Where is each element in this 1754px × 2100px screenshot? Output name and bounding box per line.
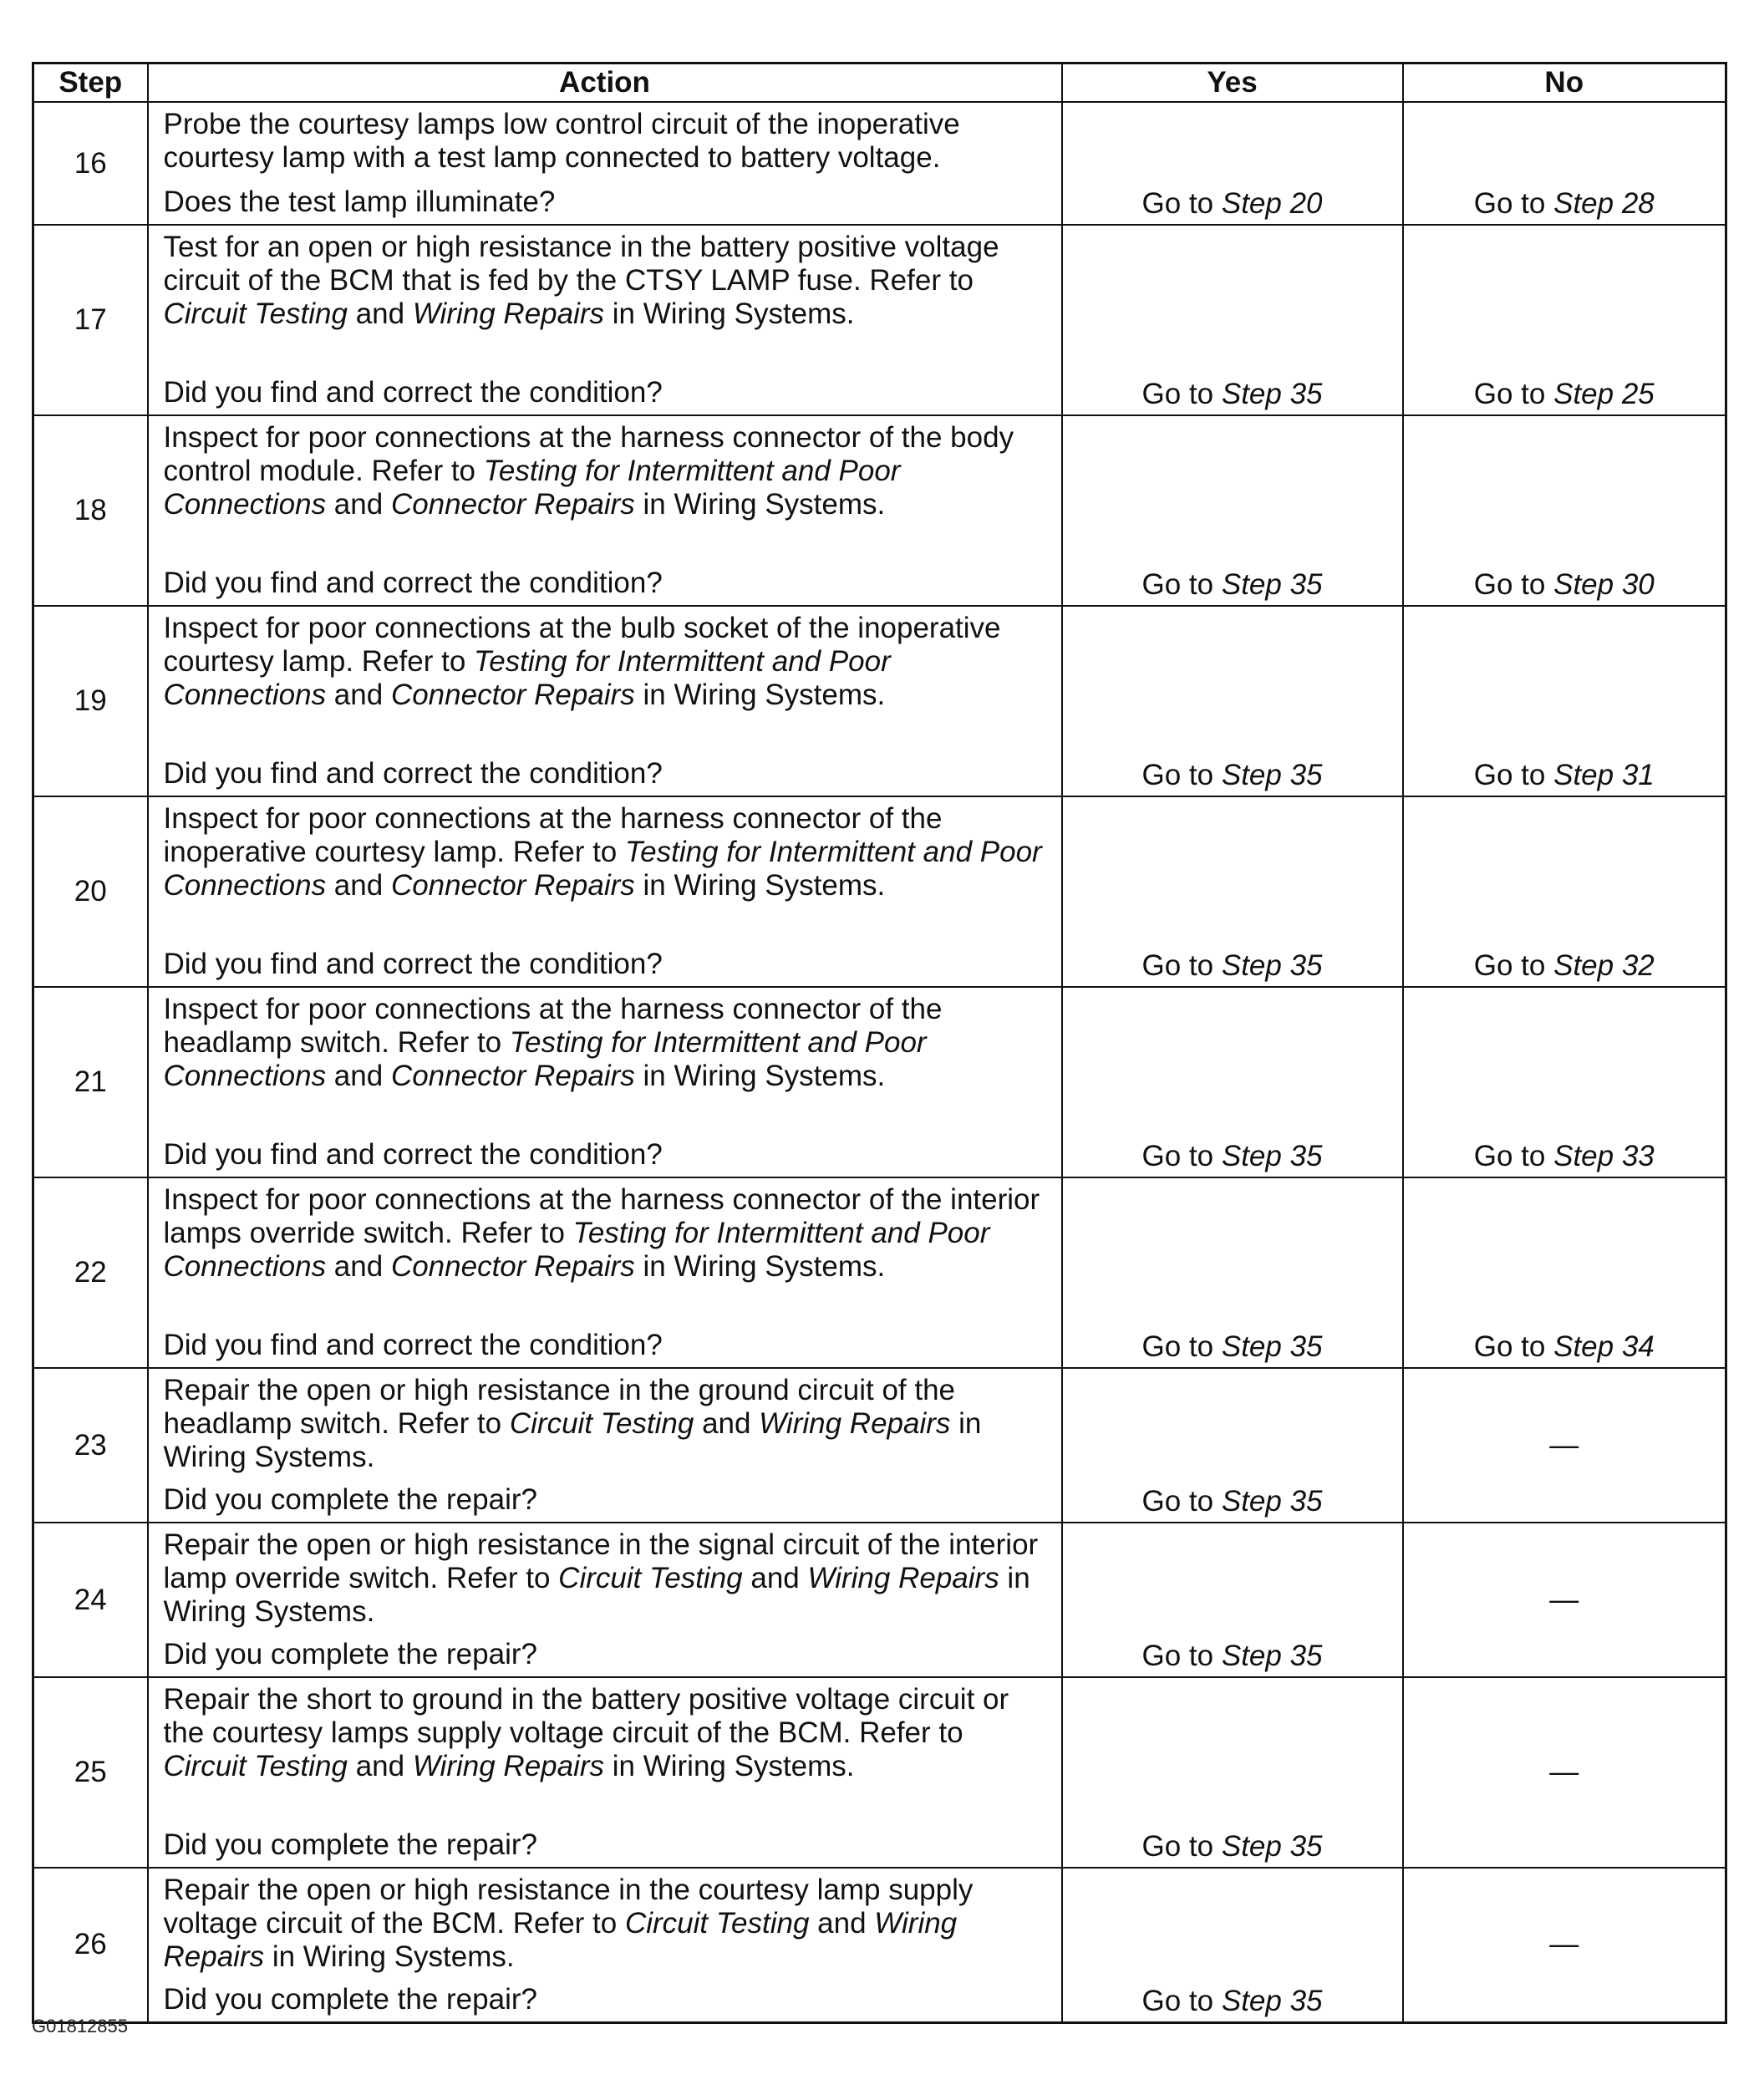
goto-step-ref: Step 32 — [1553, 949, 1655, 982]
step-number: 24 — [33, 1523, 148, 1677]
table-row — [33, 1523, 1726, 1677]
reference-link-text: Circuit Testing — [509, 1407, 694, 1440]
instruction-text: in Wiring Systems. — [634, 488, 886, 521]
figure-code: G01812855 — [32, 2016, 128, 2036]
instruction-text: in Wiring Systems. — [604, 1750, 855, 1782]
instruction-text: and — [326, 488, 391, 521]
step-number: 17 — [33, 225, 148, 415]
action-instruction — [164, 108, 1053, 175]
reference-link-text: Testing for Intermittent and Poor Connections — [163, 836, 1042, 902]
goto-step-ref: Step 35 — [1221, 1485, 1323, 1518]
instruction-text: Test for an open or high resistance in the battery positive voltage circuit of the BCM that is fed by the CTSY LAMP fuse. Refer to — [163, 231, 1008, 297]
action-question: Did you find and correct the condition? — [163, 948, 663, 980]
goto-prefix: Go to — [1473, 1140, 1546, 1172]
action-question: Did you find and correct the condition? — [163, 1329, 663, 1361]
no-result-dash: — — [1403, 1368, 1726, 1523]
instruction-text: in Wiring Systems. — [634, 1250, 886, 1283]
goto-prefix: Go to — [1141, 187, 1214, 220]
goto-prefix: Go to — [1473, 759, 1546, 791]
action-question: Did you find and correct the condition? — [163, 757, 663, 790]
reference-link-text: Wiring Repairs — [412, 1750, 605, 1782]
diagnostic-table — [32, 62, 1727, 2024]
step-number: 16 — [33, 102, 148, 225]
reference-link-text: Wiring Repairs — [163, 1907, 958, 1973]
action-cell — [148, 1368, 1062, 1523]
goto-step-ref: Step 35 — [1221, 1640, 1323, 1672]
header-step: Step — [33, 64, 148, 103]
instruction-text: Repair the open or high resistance in the signal circuit of the interior lamp override switch. Refer to — [163, 1528, 1046, 1594]
goto-prefix: Go to — [1141, 1984, 1214, 2017]
action-instruction — [164, 1874, 1053, 1974]
no-result — [1403, 796, 1726, 987]
goto-prefix: Go to — [1473, 187, 1546, 220]
action-question: Did you find and correct the condition? — [163, 376, 663, 409]
instruction-text: Probe the courtesy lamps low control circuit of the inoperative courtesy lamp with a test lamp connected to battery voltage. — [163, 108, 969, 174]
yes-result — [1062, 1177, 1403, 1368]
goto-step-ref: Step 20 — [1221, 187, 1323, 220]
no-result — [1403, 987, 1726, 1177]
action-question: Does the test lamp illuminate? — [163, 186, 556, 218]
header-no: No — [1403, 64, 1726, 103]
action-question: Did you complete the repair? — [163, 1638, 537, 1670]
instruction-text: and — [326, 1250, 391, 1283]
no-result — [1403, 225, 1726, 415]
no-result-dash: — — [1403, 1523, 1726, 1677]
goto-step-ref: Step 35 — [1221, 568, 1323, 601]
reference-link-text: Circuit Testing — [558, 1562, 743, 1594]
instruction-text: Inspect for poor connections at the harness connector of the interior lamps override switch. Refer to — [163, 1183, 1048, 1249]
goto-prefix: Go to — [1141, 568, 1214, 601]
instruction-text: Inspect for poor connections at the harness connector of the inoperative courtesy lamp. Refer to — [163, 802, 951, 868]
action-cell — [148, 1868, 1062, 2022]
action-cell — [148, 102, 1062, 225]
action-question: Did you find and correct the condition? — [163, 1138, 663, 1171]
goto-prefix: Go to — [1141, 1140, 1214, 1172]
reference-link-text: Testing for Intermittent and Poor Connections — [163, 455, 901, 521]
action-cell — [148, 987, 1062, 1177]
action-question: Did you complete the repair? — [163, 1983, 537, 2016]
goto-prefix: Go to — [1141, 1330, 1214, 1363]
goto-prefix: Go to — [1141, 378, 1214, 410]
no-result — [1403, 1177, 1726, 1368]
yes-result — [1062, 1868, 1403, 2022]
reference-link-text: Connector Repairs — [390, 869, 635, 902]
goto-step-ref: Step 35 — [1221, 949, 1323, 982]
reference-link-text: Wiring Repairs — [412, 297, 605, 330]
step-number: 21 — [33, 987, 148, 1177]
action-instruction — [164, 231, 1053, 331]
instruction-text: Inspect for poor connections at the harness connector of the body control module. Refer to — [163, 421, 1022, 487]
reference-link-text: Circuit Testing — [163, 297, 348, 330]
goto-step-ref: Step 35 — [1221, 1140, 1323, 1172]
instruction-text: and — [326, 869, 391, 902]
table-row — [33, 1368, 1726, 1523]
instruction-text: and — [326, 1060, 391, 1092]
yes-result — [1062, 1677, 1403, 1868]
reference-link-text: Testing for Intermittent and Poor Connections — [163, 1217, 990, 1283]
table-row — [33, 987, 1726, 1177]
goto-prefix: Go to — [1141, 759, 1214, 791]
goto-prefix: Go to — [1141, 1485, 1214, 1518]
yes-result — [1062, 1368, 1403, 1523]
action-instruction — [164, 421, 1053, 521]
header-row — [33, 64, 1726, 103]
instruction-text: in Wiring Systems. — [634, 869, 886, 902]
action-cell — [148, 1523, 1062, 1677]
action-instruction — [164, 802, 1053, 903]
step-number: 20 — [33, 796, 148, 987]
action-question: Did you complete the repair? — [163, 1828, 537, 1861]
instruction-text: and — [347, 1750, 413, 1782]
goto-step-ref: Step 34 — [1553, 1330, 1655, 1363]
instruction-text: in Wiring Systems. — [264, 1940, 515, 1973]
no-result-dash: — — [1403, 1868, 1726, 2022]
action-instruction — [164, 1528, 1053, 1629]
header-yes: Yes — [1062, 64, 1403, 103]
table-row — [33, 102, 1726, 225]
action-instruction — [164, 612, 1053, 712]
goto-prefix: Go to — [1141, 1830, 1214, 1863]
yes-result — [1062, 1523, 1403, 1677]
goto-prefix: Go to — [1473, 1330, 1546, 1363]
step-number: 18 — [33, 415, 148, 606]
reference-link-text: Wiring Repairs — [807, 1562, 999, 1594]
no-result — [1403, 606, 1726, 796]
goto-step-ref: Step 30 — [1553, 568, 1655, 601]
yes-result — [1062, 102, 1403, 225]
reference-link-text: Connector Repairs — [390, 679, 635, 711]
step-number: 25 — [33, 1677, 148, 1868]
goto-step-ref: Step 35 — [1221, 1984, 1323, 2017]
table-row — [33, 1177, 1726, 1368]
goto-prefix: Go to — [1473, 568, 1546, 601]
goto-step-ref: Step 35 — [1221, 378, 1323, 410]
header-action: Action — [148, 64, 1062, 103]
no-result-dash: — — [1403, 1677, 1726, 1868]
instruction-text: and — [809, 1907, 875, 1940]
step-number: 23 — [33, 1368, 148, 1523]
instruction-text: Repair the short to ground in the battery positive voltage circuit or the courtesy lamps supply voltage circuit of the BCM. Refer to — [163, 1683, 1017, 1749]
goto-step-ref: Step 35 — [1221, 1330, 1323, 1363]
no-result — [1403, 102, 1726, 225]
step-number: 26 — [33, 1868, 148, 2022]
table-row — [33, 796, 1726, 987]
table-body — [33, 102, 1726, 2022]
goto-step-ref: Step 33 — [1553, 1140, 1655, 1172]
instruction-text: Inspect for poor connections at the bulb socket of the inoperative courtesy lamp. Refer to — [163, 612, 1009, 678]
no-result — [1403, 415, 1726, 606]
reference-link-text: Testing for Intermittent and Poor Connections — [163, 1026, 927, 1092]
instruction-text: in Wiring Systems. — [604, 297, 855, 330]
reference-link-text: Circuit Testing — [624, 1907, 810, 1940]
instruction-text: in Wiring Systems. — [163, 1562, 1039, 1628]
yes-result — [1062, 987, 1403, 1177]
yes-result — [1062, 225, 1403, 415]
goto-step-ref: Step 31 — [1553, 759, 1655, 791]
action-instruction — [164, 1183, 1053, 1284]
action-cell — [148, 796, 1062, 987]
instruction-text: Repair the open or high resistance in the ground circuit of the headlamp switch. Refer to — [163, 1374, 963, 1440]
action-cell — [148, 606, 1062, 796]
action-cell — [148, 225, 1062, 415]
goto-step-ref: Step 35 — [1221, 1830, 1323, 1863]
table-row — [33, 1677, 1726, 1868]
instruction-text: Inspect for poor connections at the harness connector of the headlamp switch. Refer to — [163, 993, 951, 1059]
action-question: Did you complete the repair? — [163, 1483, 537, 1516]
reference-link-text: Wiring Repairs — [759, 1407, 951, 1440]
instruction-text: and — [742, 1562, 808, 1594]
table-row — [33, 415, 1726, 606]
instruction-text: in Wiring Systems. — [634, 1060, 886, 1092]
action-cell — [148, 1177, 1062, 1368]
reference-link-text: Connector Repairs — [390, 488, 635, 521]
reference-link-text: Connector Repairs — [390, 1060, 635, 1092]
goto-step-ref: Step 25 — [1553, 378, 1655, 410]
action-cell — [148, 415, 1062, 606]
instruction-text: and — [694, 1407, 760, 1440]
instruction-text: and — [347, 297, 413, 330]
reference-link-text: Testing for Intermittent and Poor Connections — [163, 645, 891, 711]
goto-prefix: Go to — [1141, 1640, 1214, 1672]
table-row — [33, 1868, 1726, 2022]
step-number: 19 — [33, 606, 148, 796]
action-instruction — [164, 1683, 1053, 1783]
goto-prefix: Go to — [1473, 949, 1546, 982]
instruction-text: in Wiring Systems. — [163, 1407, 990, 1473]
reference-link-text: Connector Repairs — [390, 1250, 635, 1283]
yes-result — [1062, 415, 1403, 606]
table-row — [33, 606, 1726, 796]
goto-prefix: Go to — [1473, 378, 1546, 410]
step-number: 22 — [33, 1177, 148, 1368]
instruction-text: and — [326, 679, 391, 711]
instruction-text: Repair the open or high resistance in the courtesy lamp supply voltage circuit of the BCM. Refer to — [163, 1874, 982, 1940]
action-cell — [148, 1677, 1062, 1868]
yes-result — [1062, 796, 1403, 987]
yes-result — [1062, 606, 1403, 796]
goto-step-ref: Step 28 — [1553, 187, 1655, 220]
goto-prefix: Go to — [1141, 949, 1214, 982]
action-instruction — [164, 1374, 1053, 1474]
action-question: Did you find and correct the condition? — [163, 567, 663, 599]
action-instruction — [164, 993, 1053, 1093]
goto-step-ref: Step 35 — [1221, 759, 1323, 791]
instruction-text: in Wiring Systems. — [634, 679, 886, 711]
reference-link-text: Circuit Testing — [163, 1750, 348, 1782]
table-row — [33, 225, 1726, 415]
